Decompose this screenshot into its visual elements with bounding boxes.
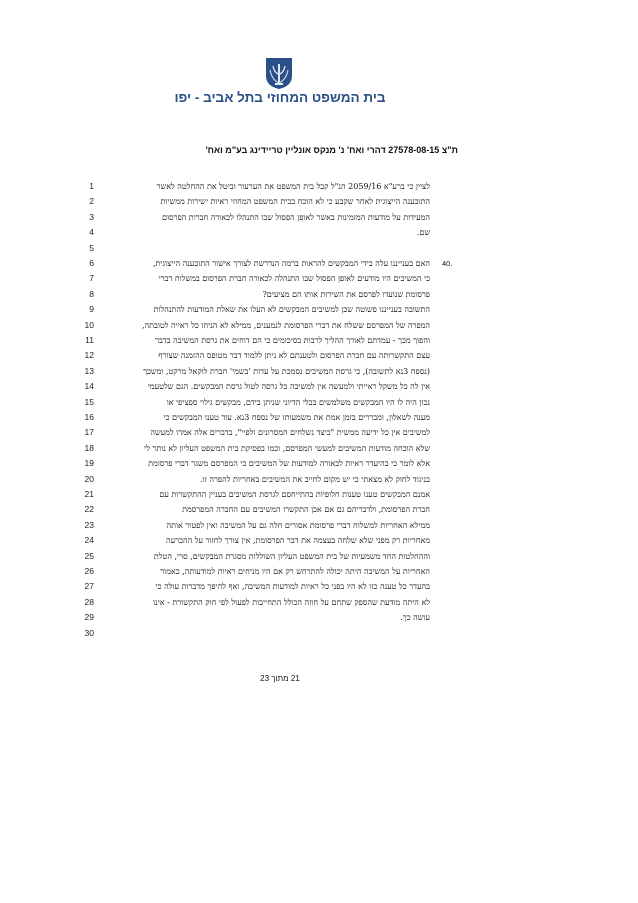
line-number: 23 [84,519,94,530]
line-text: וההחלטות החד משמעיות של בית המשפט העליון השוללות מסגרת המבקשים, סרי, הטלת [153,551,430,561]
line-number: 25 [84,550,94,561]
court-name: בית המשפט המחוזי בתל אביב - יפו [174,90,386,105]
line-number: 28 [84,596,94,607]
line-number: 13 [84,365,94,376]
line-text: ממילא האחריות למשלוח דברי פרסומת אסורים חלה גם על המשיבה ואין לפטור אותה [166,520,430,530]
document-line [0,411,638,426]
line-number: 11 [85,335,94,345]
line-number: 30 [84,627,94,638]
document-line [0,242,638,257]
line-number: 18 [84,442,94,453]
line-text: שלא הוכחה מודעות המשיבים למעשי המפרסם, וכמו בפסיקת בית המשפט העליון לא נותר לי [144,443,430,453]
document-line [0,596,638,611]
document-line [0,288,638,303]
document-line [0,211,638,226]
document-line [0,457,638,472]
line-number: 12 [84,350,94,361]
document-line [0,519,638,534]
document-line [0,272,638,287]
line-number: 7 [89,273,94,284]
line-number: 10 [84,319,94,330]
line-number: 5 [89,242,94,253]
document-line [0,319,638,334]
document-line [0,303,638,318]
document-line [0,534,638,549]
line-text: עצם התקשרותה עם חברת הפרסום ולטענתם לא ניתן ללמוד דבר מטופס ההזמנה שצורף [158,351,430,361]
line-number: 24 [84,535,94,546]
line-text: (נספח 3נא לתשובה), כי גרסת המשיבים נסמכת על עדות 'בשמי' חברת לוקאל מרקט, ומשכך [143,366,430,376]
document-line [0,380,638,395]
line-number: 19 [84,458,94,469]
document-line [0,580,638,595]
document-line [0,226,638,241]
state-emblem-icon [264,56,294,90]
document-line [0,627,638,642]
line-number: 22 [84,504,94,515]
line-text: המעידות על מודעות המזמינות באשר לאופן הפסול שבו התנהלו לכאורה חברות הפרסום [161,212,430,222]
line-text: אין לה כל משקל ראייתי ולמעשה אין למשיבה כל גרסה לטול גרסת המבקשים. הגם שלטעמי [147,382,430,392]
line-text: בניגוד לחוק לא מצאתי כי יש מקום לחייב את המשיבים באחריות להפרה זו. [200,474,430,484]
line-number: 26 [84,566,94,576]
line-text: אלא לומר כי בהיעדר ראיות לכאורה למודעות של המשיבים כי המפרסם משגר דברי פרסומת [148,459,430,469]
line-number: 9 [89,304,94,315]
document-line [0,565,638,580]
line-text: המפרה של המפרסם ששלח את דברי הפרסומת לנמענים, ממילא לא הניחו כל ראייה לטובתה, [142,320,430,330]
line-number: 27 [84,581,94,592]
line-number: 16 [84,412,94,422]
line-text: התשובה בענייננו פשוטה שכן למשיבים המבקשים לא העלו את שאלת המודעות להתנהלות [153,305,430,315]
line-text: חברת הפרסומת, ולדבריהם גם אם אכן התקשרו המשיבים עם החברה המפרסמת [182,505,430,515]
line-number: 6 [89,258,94,268]
line-text: שם. [416,228,430,238]
line-number: 17 [84,427,94,438]
document-line [0,180,638,195]
line-text: האם בענייננו עלה בידי המבקשים להראות ברמה הנדרשת לצורך אישור התובענה הייצוגית, [152,259,430,268]
line-text: נכון היה לו היו המבקשים משלמשים בכלי הדיוני שניתן בידם, מבקשים גילוי ספציפי או [166,397,430,407]
line-number: 4 [89,227,94,238]
document-line [0,365,638,380]
line-text: והפוך מכך - עמדתם לאורך ההליך לרבות בסיכומים כי הם דוחים את גרסת המשיבה בדבר [155,336,430,345]
document-line [0,257,638,272]
line-number: 1 [89,181,94,191]
paragraph-number: 40. [442,259,453,268]
line-text: פרסומת שנועדו לפרסם את השירות אותו הם מציעים? [262,289,430,299]
line-number: 14 [84,381,94,392]
line-text: עושה כך. [400,613,430,623]
line-text: מאחריות רק מפני שלא שלחה בעצמה את דבר הפרסומת, אין צורך לחזור על ההכרעה [166,536,430,546]
document-line [0,503,638,518]
document-line [0,550,638,565]
page-footer: 21 מתוך 23 [260,674,300,683]
line-number: 8 [89,288,94,299]
line-text: מענה לשאלון, ומבררים בזמן אמת את משמעותו של נספח 3נא. עוד טענו המבקשים כי [163,413,430,422]
line-text: למשיבים אין כל ידיעה ממשית "כיצד נשלחים המסרונים ולפיי", בדברים אלה אמרו למעשה [150,428,430,438]
line-text: בהעדר כל טענה כזו לא היו בפני כל ראיות למודעות המשיבה, ואף להיפך מדברות עולה כי [155,582,430,592]
line-number: 2 [89,196,94,207]
case-title: ת"צ 27578-08-15 דהרי ואח' נ' מנקס אונליין טריידינג בע"מ ואח' [205,145,458,155]
line-text: אמנם המבקשים טענו טענות חלופיות בהתייחסם לגרסת המשיבים בעניין ההתקשרות עם [159,490,430,499]
line-text: כי המשיבים היו מודעים לאופן הפסול שבו התנהלה לכאורה חברת הפרסום במשלוח דברי [158,274,430,284]
document-line [0,334,638,349]
line-text: לא היתה מודעת שהספק שתחם על חוזה הכולל התחייבות לפעול לפי חוק התקשורת - אינו [153,597,430,607]
line-number: 21 [84,489,94,499]
document-line [0,396,638,411]
line-number: 20 [84,473,94,484]
document-line [0,611,638,626]
document-line [0,442,638,457]
line-number: 3 [89,211,94,222]
line-number: 29 [84,612,94,623]
document-line [0,488,638,503]
document-line [0,349,638,364]
line-text: האחריות על המשיבה היתה יכולה להתרחש רק אם היו מניחים ראיות למודעותה, כאמור [160,567,430,576]
document-line [0,195,638,210]
document-line [0,473,638,488]
line-text: לציין כי ברע"א 2059/16 הנ"ל קבל בית המשפט את הערעור וביטל את ההחלטה לאשר [156,182,430,191]
line-number: 15 [84,396,94,407]
document-line [0,426,638,441]
line-text: התובענה הייצוגית לאחר שקבע כי לא הוכח בבית המשפט המחוזי ראיות ישירות ממשיות [160,197,430,207]
